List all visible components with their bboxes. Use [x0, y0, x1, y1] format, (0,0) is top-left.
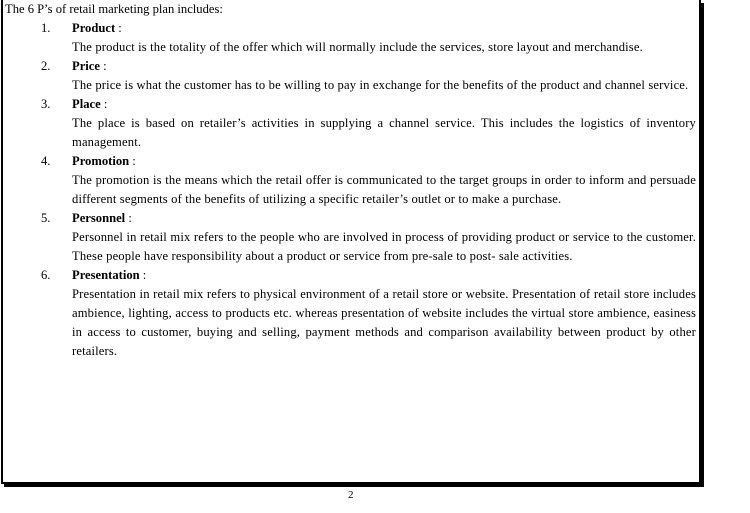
- item-title: [72, 57, 107, 76]
- list-item-presentation: [0, 266, 700, 361]
- item-colon: :: [99, 59, 107, 73]
- item-description: The promotion is the means which the retail offer is communicated to the target groups in order to inform and persuade different segments of the benefits of utilizing a specific retailer’s outlet or to make a purchase.: [72, 173, 696, 206]
- item-heading: [0, 266, 700, 285]
- item-colon: :: [100, 97, 108, 111]
- item-description: Presentation in retail mix refers to physical environment of a retail store or website. Presentation of retail store includes ambience, lighting, access to products etc. whereas presentation of website includes the virtual store ambience, easiness in access to customer, buying and selling, payment methods and comparison availability between product by other retailers.: [72, 287, 696, 358]
- item-colon: :: [125, 211, 132, 225]
- item-number: 1.: [41, 21, 51, 35]
- item-description: The product is the totality of the offer which will normally include the services, store layout and merchandise.: [72, 40, 643, 54]
- list-item-product: [0, 19, 700, 57]
- item-number: 3.: [41, 97, 51, 111]
- item-number: 6.: [41, 268, 51, 282]
- list-item-promotion: [0, 152, 700, 209]
- intro-text: The 6 P’s of retail marketing plan includes:: [5, 2, 223, 16]
- item-description: Personnel in retail mix refers to the people who are involved in process of providing product or service to the customer. These people have responsibility about a product or service from pre-sale to post- sale activities.: [72, 230, 696, 263]
- item-title: [72, 152, 136, 171]
- item-colon: :: [129, 154, 136, 168]
- item-colon: :: [139, 268, 147, 282]
- item-title-text: Price: [72, 59, 100, 73]
- item-title: [72, 266, 146, 285]
- page-number: 2: [348, 489, 354, 501]
- list-item-place: [0, 95, 700, 152]
- item-title-text: Promotion: [72, 154, 130, 168]
- item-title-text: Place: [72, 97, 101, 111]
- item-number: 4.: [41, 154, 51, 168]
- item-heading: [0, 152, 700, 171]
- list-item-personnel: [0, 209, 700, 266]
- six-ps-list: [0, 19, 700, 361]
- item-description: The place is based on retailer’s activities in supplying a channel service. This includes the logistics of inventory management.: [72, 116, 696, 149]
- item-number: 2.: [41, 59, 51, 73]
- item-number: 5.: [41, 211, 51, 225]
- item-heading: [0, 95, 700, 114]
- item-heading: [0, 209, 700, 228]
- item-title: [72, 95, 107, 114]
- list-item-price: [0, 57, 700, 95]
- item-title-text: Product: [72, 21, 116, 35]
- item-heading: [0, 57, 700, 76]
- item-title-text: Presentation: [72, 268, 140, 282]
- item-title-text: Personnel: [72, 211, 126, 225]
- item-colon: :: [115, 21, 122, 35]
- item-title: [72, 209, 132, 228]
- item-heading: [0, 19, 700, 38]
- item-description: The price is what the customer has to be willing to pay in exchange for the benefits of the product and channel service.: [72, 78, 689, 92]
- item-title: [72, 19, 122, 38]
